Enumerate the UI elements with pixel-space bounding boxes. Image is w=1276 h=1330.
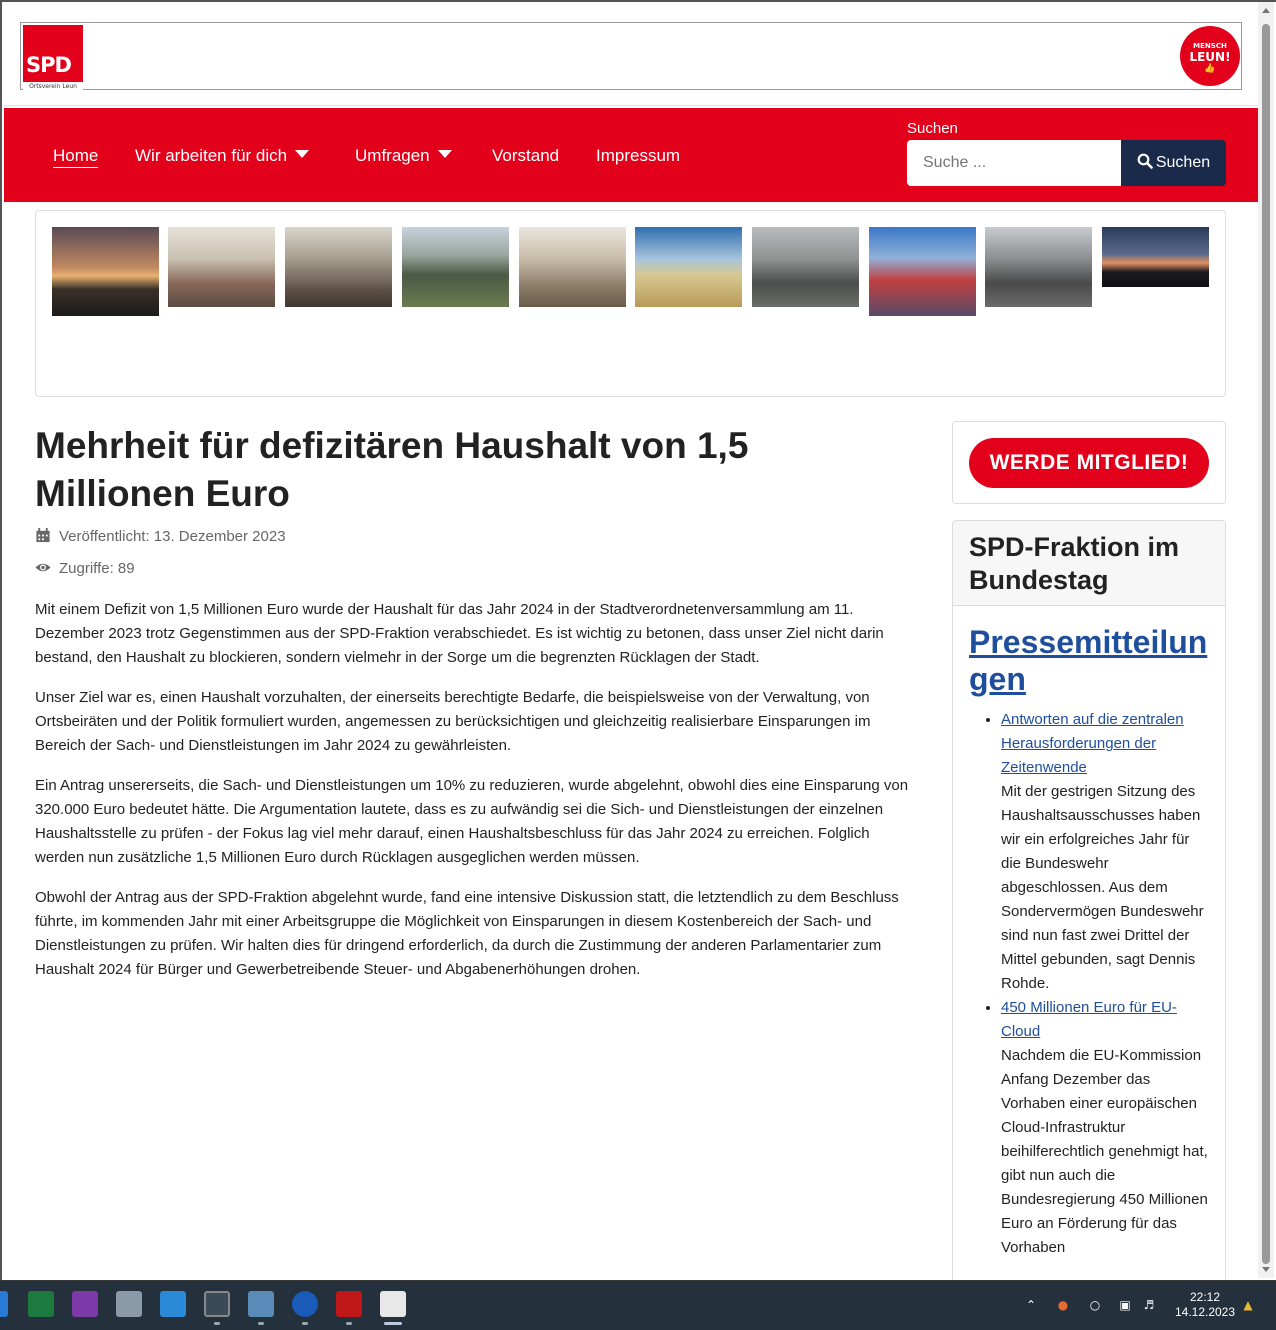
nav-wir-arbeiten[interactable] xyxy=(135,146,309,166)
search-button[interactable] xyxy=(1121,140,1226,186)
spd-logo[interactable] xyxy=(23,25,83,89)
gallery-thumb-hay-field[interactable] xyxy=(635,227,742,307)
badge-line1: MENSCH xyxy=(1193,42,1227,50)
camera-icon[interactable] xyxy=(204,1291,230,1317)
gallery-thumb-street-stand[interactable] xyxy=(869,227,976,316)
article-paragraph: Mit einem Defizit von 1,5 Millionen Euro wurde der Haushalt für das Jahr 2024 in der Stadtverordnetenversammlung am 11. Dezember 2023 trotz Gegenstimmen aus der SPD-Fraktion verabschiedet. Es ist wichtig zu betonen, dass unser Ziel nicht darin bestand, den Haushalt zu blockieren, sondern vielmehr in der Sorge um die begrenzten Rücklagen der Stadt. xyxy=(35,601,884,666)
list-item xyxy=(1001,708,1211,996)
notepad-icon[interactable] xyxy=(160,1291,186,1317)
press-title-line1: Pressemitteilun xyxy=(969,624,1208,660)
photos-icon[interactable] xyxy=(248,1291,274,1317)
key-icon[interactable]: ● xyxy=(1057,1298,1069,1312)
chevron-down-icon xyxy=(295,150,309,158)
join-module xyxy=(952,421,1226,504)
article-paragraph: Obwohl der Antrag aus der SPD-Fraktion abgelehnt wurde, fand eine intensive Diskussion statt, die letztendlich zu dem Beschluss führte, im kommenden Jahr mit einer Arbeitsgruppe die Möglichkeit von Einsparungen in diesem Kostenbereich der Sach- und Dienstleistungen zu prüfen. Wir halten dies für dringend erforderlich, da durch die Zustimmung der anderen Parlamentarier zum Haushalt 2024 für Bürger und Gewerbetreibende Steuer- und Abgabenerhöhungen drohen. xyxy=(35,889,899,978)
gallery-thumb-group-photo[interactable] xyxy=(752,227,859,307)
badge-line2: LEUN! xyxy=(1189,50,1231,64)
pdf-icon[interactable] xyxy=(336,1291,362,1317)
press-item-text: Mit der gestrigen Sitzung des Haushaltsausschusses haben wir ein erfolgreiches Jahr für die Bundeswehr abgeschlossen. Aus dem Sondervermögen Bundeswehr sind nun fast zwei Drittel der Mittel gebunden, sagt Dennis Rohde. xyxy=(1001,783,1204,992)
bundestag-module xyxy=(952,520,1226,1280)
running-indicator xyxy=(346,1322,352,1325)
logo-banner xyxy=(20,22,1242,90)
sync-icon[interactable]: ○ xyxy=(1089,1298,1101,1312)
thumbs-up-icon: 👍 xyxy=(1204,64,1216,74)
calendar-icon xyxy=(35,528,51,543)
browser-app-icon[interactable] xyxy=(292,1291,318,1317)
article-paragraph: Unser Ziel war es, einen Haushalt vorzuhalten, der einerseits berechtigte Bedarfe, die beispielsweise von der Verwaltung, von Ortsbeiräten und der Politik formuliert wurden, angemessen zu berücksichtigen und gleichzeitig realisierbare Einsparungen im Bereich der Sach- und Dienstleistungen im Jahr 2024 zu gewährleisten. xyxy=(35,689,871,754)
clock-time: 22:12 xyxy=(1189,1290,1221,1304)
main-nav xyxy=(4,108,1258,202)
nav-impressum[interactable]: Impressum xyxy=(596,146,681,165)
clock[interactable] xyxy=(1170,1290,1240,1320)
press-title-line2: gen xyxy=(969,661,1026,697)
calculator-icon[interactable] xyxy=(116,1291,142,1317)
article-hits xyxy=(35,560,135,577)
article-body xyxy=(35,598,920,998)
article-paragraph: Ein Antrag unsererseits, die Sach- und Dienstleistungen um 10% zu reduzieren, wurde abgelehnt, obwohl dies eine Einsparung von 320.000 Euro bedeutet hätte. Die Argumentation lautete, dass es zu aufwändig sei die Sich- und Dienstleistungen der einzelnen Haushaltsstelle zu prüfen - der Fokus lag viel mehr darauf, einen Haushaltsbeschluss für das Jahr 2024 zu erreichen. Folglich werden nun zusätzliche 1,5 Millionen Euro durch Rücklagen ausgeglichen werden müssen. xyxy=(35,777,909,866)
eye-icon xyxy=(35,560,51,575)
gallery-thumb-table-group[interactable] xyxy=(285,227,392,307)
chevron-down-icon xyxy=(438,150,452,158)
running-indicator xyxy=(258,1322,264,1325)
list-item xyxy=(1001,996,1211,1260)
bundestag-title: SPD-Fraktion im Bundestag xyxy=(953,521,1225,606)
nav-home[interactable]: Home xyxy=(53,146,98,168)
gallery-thumb-dusk[interactable] xyxy=(1102,227,1209,287)
spd-logo-text: SPD xyxy=(26,53,71,77)
clock-date: 14.12.2023 xyxy=(1174,1305,1236,1319)
excel-icon[interactable] xyxy=(28,1291,54,1317)
start-icon[interactable] xyxy=(0,1291,8,1317)
press-list xyxy=(953,708,1225,1260)
search-icon xyxy=(1137,153,1153,169)
gallery-thumb-sunset[interactable] xyxy=(52,227,159,316)
nav-wir-arbeiten-label: Wir arbeiten für dich xyxy=(135,146,288,165)
running-indicator xyxy=(302,1322,308,1325)
article-published xyxy=(35,528,286,545)
active-indicator xyxy=(384,1322,402,1325)
network-icon[interactable]: ▣ xyxy=(1119,1298,1131,1312)
mensch-leun-badge xyxy=(1180,26,1240,86)
article-title: Mehrheit für defizitären Haushalt von 1,5 Millionen Euro xyxy=(35,425,749,514)
gallery-thumb-meeting-hall[interactable] xyxy=(168,227,275,307)
running-indicator xyxy=(214,1322,220,1325)
hits-text: Zugriffe: 89 xyxy=(59,560,135,577)
scroll-thumb[interactable] xyxy=(1262,24,1270,1264)
page-scrollbar[interactable] xyxy=(1258,2,1274,1278)
press-item-link[interactable]: Antworten auf die zentralen Herausforderungen der Zeitenwende xyxy=(1001,711,1184,776)
search-label: Suchen xyxy=(907,120,958,137)
press-item-link[interactable]: 450 Millionen Euro für EU-Cloud xyxy=(1001,999,1177,1040)
scroll-down-icon[interactable] xyxy=(1262,1267,1270,1272)
scroll-up-icon[interactable] xyxy=(1262,8,1270,13)
nav-umfragen[interactable] xyxy=(355,146,452,166)
published-text: Veröffentlicht: 13. Dezember 2023 xyxy=(59,528,286,545)
press-releases-link[interactable] xyxy=(953,606,1225,698)
spd-logo-subtitle: Ortsverein Leun xyxy=(23,82,83,91)
press-item-text: Nachdem die EU-Kommission Anfang Dezember das Vorhaben einer europäischen Cloud-Infrastruktur beihilferechtlich genehmigt hat, gibt nun auch die Bundesregierung 450 Millionen Euro an Förderung für das Vorhaben xyxy=(1001,1047,1208,1256)
nav-vorstand[interactable]: Vorstand xyxy=(492,146,560,165)
photo-gallery xyxy=(35,210,1226,397)
search-button-label: Suchen xyxy=(1155,154,1211,171)
notification-bell-icon[interactable]: ▲ xyxy=(1243,1298,1253,1312)
gallery-thumb-seminar[interactable] xyxy=(519,227,626,307)
snipping-icon[interactable] xyxy=(380,1291,406,1317)
gallery-thumb-donation[interactable] xyxy=(985,227,1092,307)
nav-umfragen-label: Umfragen xyxy=(355,146,430,165)
taskbar xyxy=(0,1281,1276,1330)
site-header xyxy=(4,4,1258,106)
volume-icon[interactable]: ♬ xyxy=(1143,1298,1155,1312)
gallery-thumb-outdoor-group[interactable] xyxy=(402,227,509,307)
join-button[interactable]: WERDE MITGLIED! xyxy=(969,438,1209,488)
search-input[interactable] xyxy=(907,140,1121,186)
onenote-icon[interactable] xyxy=(72,1291,98,1317)
chevron-up-icon[interactable]: ⌃ xyxy=(1025,1298,1037,1312)
